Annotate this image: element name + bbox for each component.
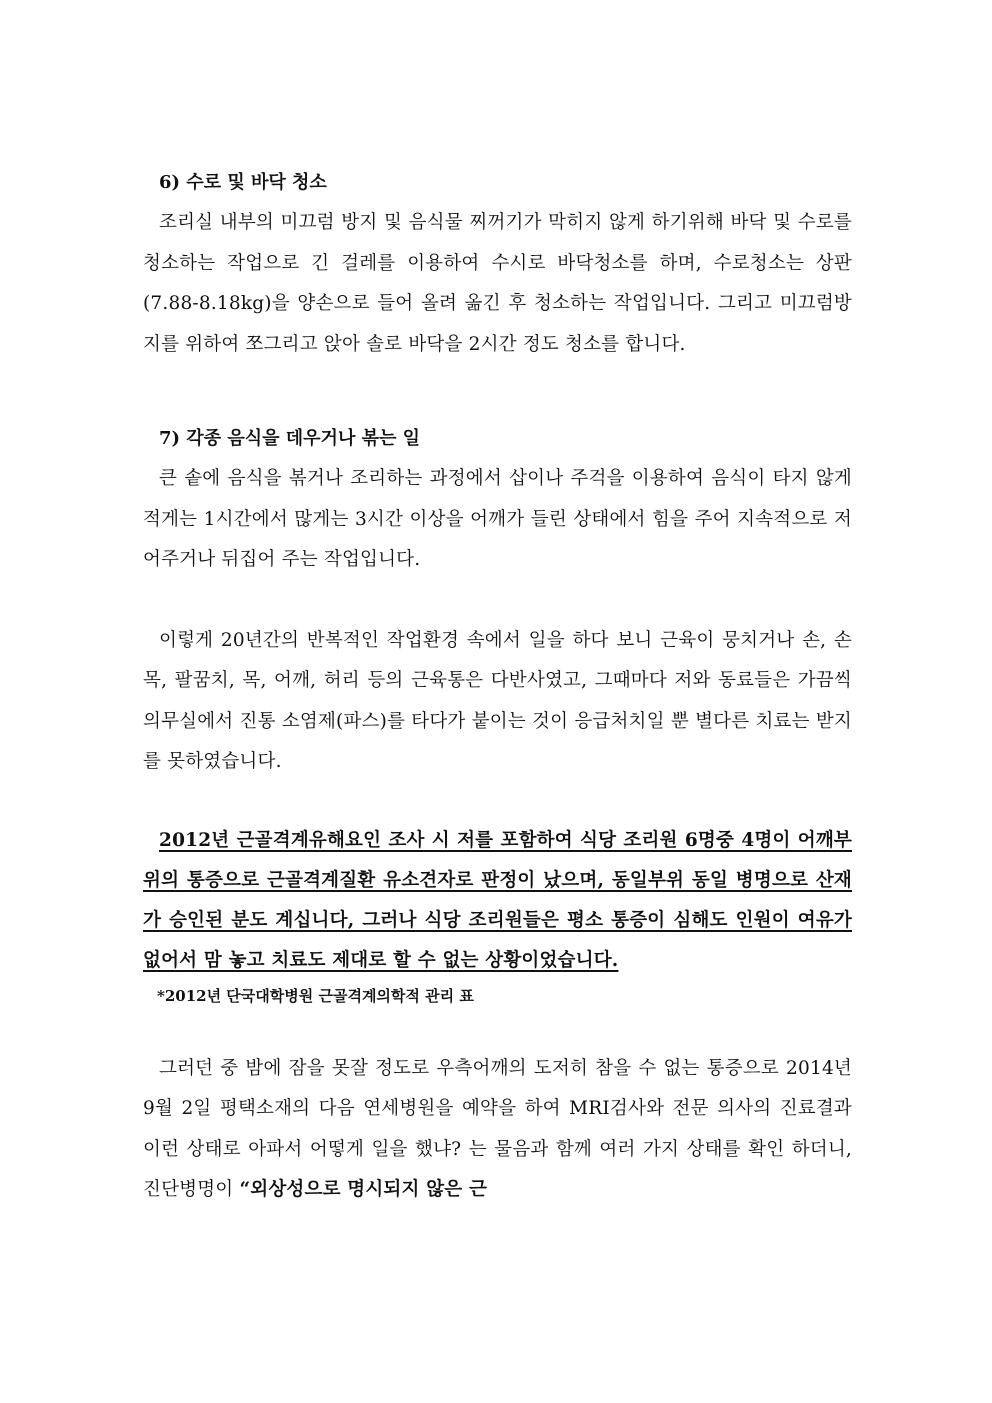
diagnosis-name-bold: “외상성으로 명시되지 않은 근 [239, 1179, 488, 1200]
spacer [143, 783, 852, 821]
survey-2012-paragraph: 2012년 근골격계유해요인 조사 시 저를 포함하여 식당 조리원 6명중 4명이 어깨부위의 통증으로 근골격계질환 유소견자로 판정이 났으며, 동일부위 동일 병명으로 산재가 승인된 분도 계십니다, 그러나 식당 조리원들은 평소 통증이 심해도 인원이 여유가 없어서 맘 놓고 치료도 제대로 할 수 없는 상황이었습니다. [143, 829, 852, 971]
spacer [143, 1009, 852, 1049]
diagnosis-2014-text: 그러던 중 밤에 잠을 못잘 정도로 우측어깨의 도저히 참을 수 없는 통증으로 2014년 9월 2일 평택소재의 다음 연세병원을 예약을 하여 MRI검사와 전문 의사의 진료결과 이런 상태로 아파서 어떻게 일을 했냐? 는 물음과 함께 여러 가지 상태를 확인 하더니, 진단병명이 [143, 1057, 852, 1200]
spacer [143, 365, 852, 419]
section-6-body: 조리실 내부의 미끄럼 방지 및 음식물 찌꺼기가 막히지 않게 하기위해 바닥 및 수로를 청소하는 작업으로 긴 걸레를 이용하여 수시로 바닥청소를 하며, 수로청소는 상판(7.88-8.18kg)을 양손으로 들어 올려 옮긴 후 청소하는 작업입니다. 그리고 미끄럼방지를 위하여 쪼그리고 앉아 솔로 바닥을 2시간 정도 청소를 합니다. [143, 212, 852, 355]
spacer [143, 581, 852, 621]
section-6-title: 6) 수로 및 바닥 청소 [159, 172, 327, 193]
survey-2012-note: *2012년 단국대학병원 근골격계의학적 관리 표 [157, 986, 474, 1005]
diagnosis-2014-paragraph [143, 1049, 852, 1211]
section-7-body: 큰 솥에 음식을 볶거나 조리하는 과정에서 삽이나 주걱을 이용하여 음식이 타지 않게 적게는 1시간에서 많게는 3시간 이상을 어깨가 들린 상태에서 힘을 주어 지속적으로 저어주거나 뒤집어 주는 작업입니다. [143, 468, 852, 570]
repetitive-work-paragraph: 이렇게 20년간의 반복적인 작업환경 속에서 일을 하다 보니 근육이 뭉치거나 손, 손목, 팔꿈치, 목, 어깨, 허리 등의 근육통은 다반사였고, 그때마다 저와 동료들은 가끔씩 의무실에서 진통 소염제(파스)를 타다가 붙이는 것이 응급처치일 뿐 별다른 치료는 받지를 못하였습니다. [143, 629, 852, 772]
document-body [143, 163, 852, 1211]
section-7-title: 7) 각종 음식을 데우거나 볶는 일 [159, 428, 421, 449]
